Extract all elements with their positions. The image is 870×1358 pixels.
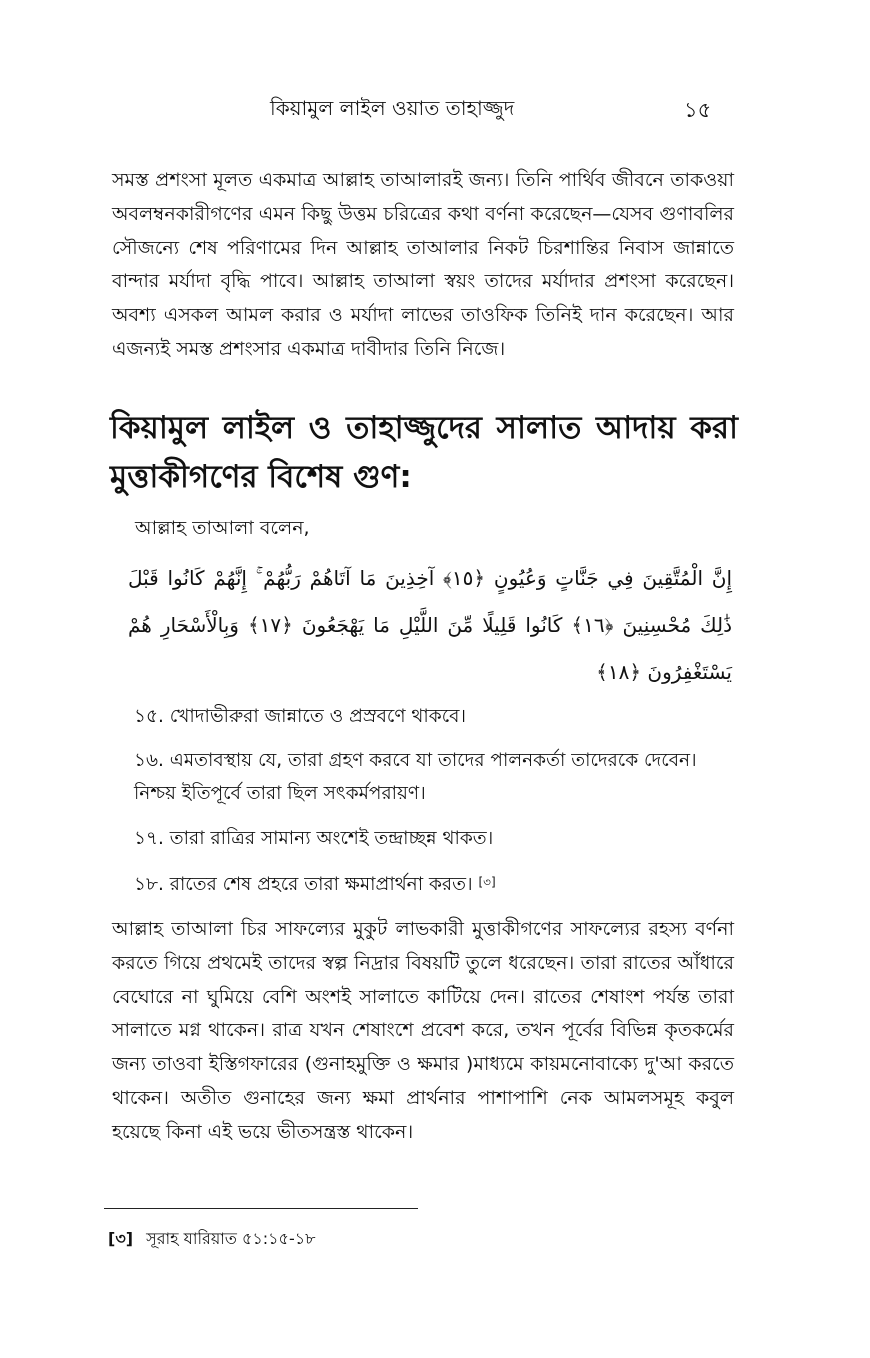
footnote-text: সূরাহ যারিয়াত ৫১:১৫-১৮ — [146, 1229, 316, 1248]
footnote-reference[interactable]: [৩] — [478, 875, 496, 889]
verse-translation-18 — [134, 868, 724, 901]
intro-paragraph: সমস্ত প্রশংসা মূলত একমাত্র আল্লাহ তাআলারই জন্য। তিনি পার্থিব জীবনে তাকওয়া অবলম্বনকারীগণের এমন কিছু উত্তম চরিত্রের কথা বর্ণনা করেছেন—যেসব গুণাবলির সৌজন্যে শেষ পরিণামের দিন আল্লাহ তাআলার নিকট চিরশান্তির নিবাস জান্নাতে বান্দার মর্যাদা বৃদ্ধি পাবে। আল্লাহ তাআলা স্বয়ং তাদের মর্যাদার প্রশংসা করেছেন। অবশ্য এসকল আমল করার ও মর্যাদা লাভের তাওফিক তিনিই দান করেছেন। আর এজন্যই সমস্ত প্রশংসার একমাত্র দাবীদার তিনি নিজে। — [112, 169, 734, 360]
page-number: ১৫ — [684, 98, 712, 122]
arabic-verse-block — [128, 555, 732, 696]
arabic-segment-2: آخِذِينَ مَا آتَاهُمْ رَبُّهُمْ ۚ إِنَّهُمْ كَانُوا قَبْلَ ذَٰلِكَ مُحْسِنِينَ — [128, 566, 733, 637]
verse-18-text: ১৮. রাতের শেষ প্রহরে তারা ক্ষমাপ্রার্থনা করত। — [134, 874, 473, 895]
arabic-segment-1: إِنَّ الْمُتَّقِينَ فِي جَنَّاتٍ وَعُيُونٍ — [493, 566, 733, 590]
ayah-marker-15: ﴿١٥﴾ — [443, 566, 486, 590]
footnote-divider — [104, 1208, 418, 1209]
closing-paragraph: আল্লাহ তাআলা চির সাফল্যের মুকুট লাভকারী মুত্তাকীগণের সাফল্যের রহস্য বর্ণনা করতে গিয়ে প্রথমেই তাদের স্বল্প নিদ্রার বিষয়টি তুলে ধরেছেন। তারা রাতের আঁধারে বেঘোরে না ঘুমিয়ে বেশি অংশই সালাতে কাটিয়ে দেন। রাতের শেষাংশ পর্যন্ত তারা সালাতে মগ্ন থাকেন। রাত্র যখন শেষাংশে প্রবেশ করে, তখন পূর্বের বিভিন্ন কৃতকর্মের জন্য তাওবা ইস্তিগফারের (গুনাহমুক্তি ও ক্ষমার )মাধ্যমে কায়মনোবাক্যে দু'আ করতে থাকেন। অতীত গুনাহের জন্য ক্ষমা প্রার্থনার পাশাপাশি নেক আমলসমূহ কবুল হয়েছে কিনা এই ভয়ে ভীতসন্ত্রস্ত থাকেন। — [112, 918, 734, 1143]
verse-translation-16: ১৬. এমতাবস্থায় যে, তারা গ্রহণ করবে যা তাদের পালনকর্তা তাদেরকে দেবেন। নিশ্চয় ইতিপূর্বে তারা ছিল সৎকর্মপরায়ণ। — [134, 750, 697, 804]
ayah-marker-16: ﴿١٦﴾ — [571, 613, 614, 637]
footnote — [108, 1226, 315, 1253]
running-title: কিয়ামুল লাইল ওয়াত তাহাজ্জুদ — [270, 96, 515, 120]
ayah-marker-17: ﴿١٧﴾ — [247, 613, 293, 637]
quote-intro: আল্লাহ তাআলা বলেন, — [135, 517, 310, 539]
arabic-segment-4: وَبِالْأَسْحَارِ هُمْ يَسْتَغْفِرُونَ — [128, 613, 732, 684]
ayah-marker-18: ﴿١٨﴾ — [596, 660, 642, 684]
footnote-number: [৩] — [108, 1229, 134, 1248]
verse-translation-15: ১৫. খোদাভীরুরা জান্নাতে ও প্রস্রবণে থাকবে। — [134, 706, 467, 727]
verse-translation-17: ১৭. তারা রাত্রির সামান্য অংশেই তন্দ্রাচ্ছন্ন থাকত। — [134, 828, 494, 849]
section-heading: কিয়ামুল লাইল ও তাহাজ্জুদের সালাত আদায় করা মুত্তাকীগণের বিশেষ গুণ: — [110, 410, 738, 495]
arabic-segment-3: كَانُوا قَلِيلًا مِّنَ اللَّيْلِ مَا يَهْجَعُونَ — [301, 613, 563, 637]
running-header — [0, 88, 870, 128]
